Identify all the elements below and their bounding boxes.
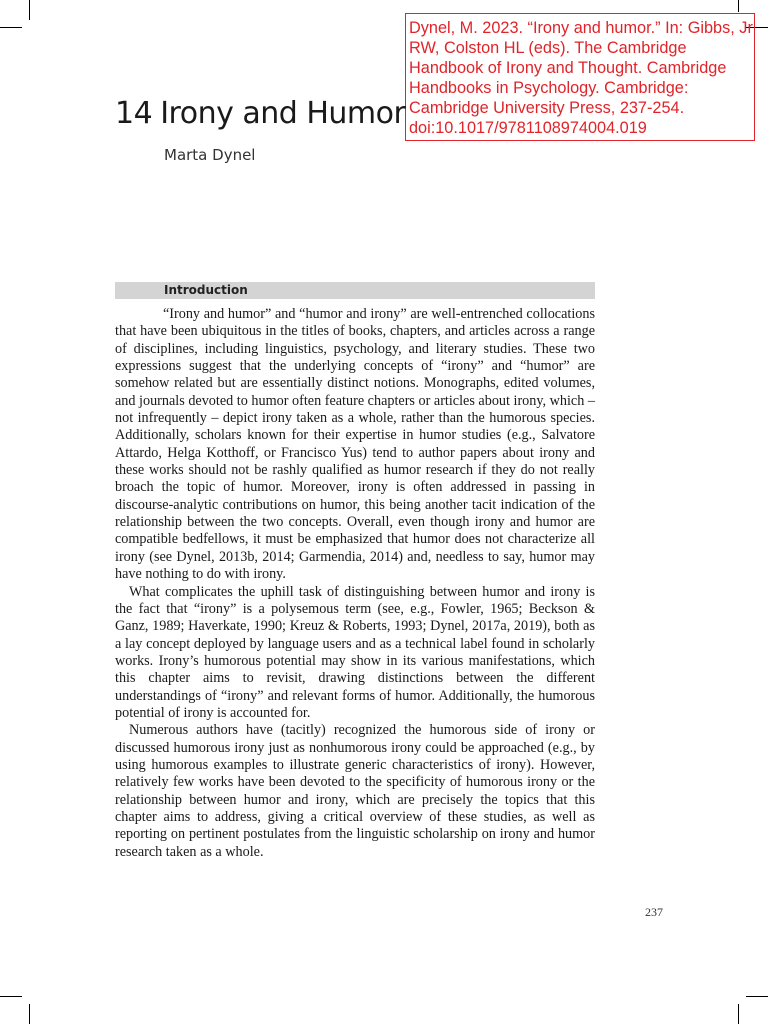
section-heading-bar (115, 282, 595, 299)
crop-mark-top-right-v (738, 0, 739, 12)
chapter-number: 14 (115, 96, 153, 131)
crop-mark-top-left-h (0, 27, 22, 28)
body-text (115, 306, 595, 861)
page-number: 237 (645, 905, 663, 919)
chapter-author: Marta Dynel (164, 146, 256, 164)
crop-mark-top-left-v (29, 0, 30, 20)
section-heading: Introduction (164, 283, 248, 297)
paragraph-3: Numerous authors have (tacitly) recognized the humorous side of irony or discussed humorous irony just as nonhumorous irony could be approached (e.g., by using humorous examples to illustrate generic characteristics of irony). However, relatively few works have been devoted to the specificity of humorous irony or the relationship between humor and irony, which are precisely the topics that this chapter aims to address, giving a critical overview of these studies, as well as reporting on pertinent postulates from the linguistic scholarship on irony and humor research taken as a whole. (115, 722, 595, 860)
crop-mark-bottom-left-h (0, 996, 22, 997)
crop-mark-bottom-right-h (746, 996, 768, 997)
chapter-title (115, 96, 405, 131)
crop-mark-bottom-right-v (738, 1004, 739, 1024)
chapter-title-text: Irony and Humor (160, 96, 406, 131)
paragraph-1: “Irony and humor” and “humor and irony” are well-entrenched collocations that have been ubiquitous in the titles of books, chapters, and articles across a range of disciplines, including linguistics, psychology, and literary studies. These two expressions suggest that the underlying concepts of “irony” and “humor” are somehow related but are essentially distinct notions. Monographs, edited volumes, and journals devoted to humor often feature chapters or articles about irony, which – not infrequently – depict irony taken as a whole, rather than the humorous species. Additionally, scholars known for their expertise in humor studies (e.g., Salvatore Attardo, Helga Kotthoff, or Francisco Yus) tend to author papers about irony and these works should not be rashly qualified as humor research if they do not really broach the topic of humor. Moreover, irony is often addressed in passing in discourse-analytic contributions on humor, this being another tacit indication of the relationship between the two concepts. Overall, even though irony and humor are compatible bedfellows, it must be emphasized that humor does not characterize all irony (see Dynel, 2013b, 2014; Garmendia, 2014) and, needless to say, humor may have nothing to do with irony. (115, 306, 595, 583)
citation-box: Dynel, M. 2023. “Irony and humor.” In: Gibbs, Jr RW, Colston HL (eds). The Cambridge Handbook of Irony and Thought. Cambridge Handbooks in Psychology. Cambridge: Cambridge University Press, 237-254. doi:10.1017/9781108974004.019 (405, 13, 755, 141)
paragraph-2: What complicates the uphill task of distinguishing between humor and irony is the fact that “irony” is a polysemous term (see, e.g., Fowler, 1965; Beckson & Ganz, 1989; Haverkate, 1990; Kreuz & Roberts, 1993; Dynel, 2017a, 2019), both as a lay concept deployed by language users and as a technical label found in scholarly works. Irony’s humorous potential may show in its various manifestations, which this chapter aims to revisit, drawing distinctions between the different understandings of “irony” and relevant forms of humor. Additionally, the humorous potential of irony is accounted for. (115, 583, 595, 721)
crop-mark-bottom-left-v (29, 1004, 30, 1024)
